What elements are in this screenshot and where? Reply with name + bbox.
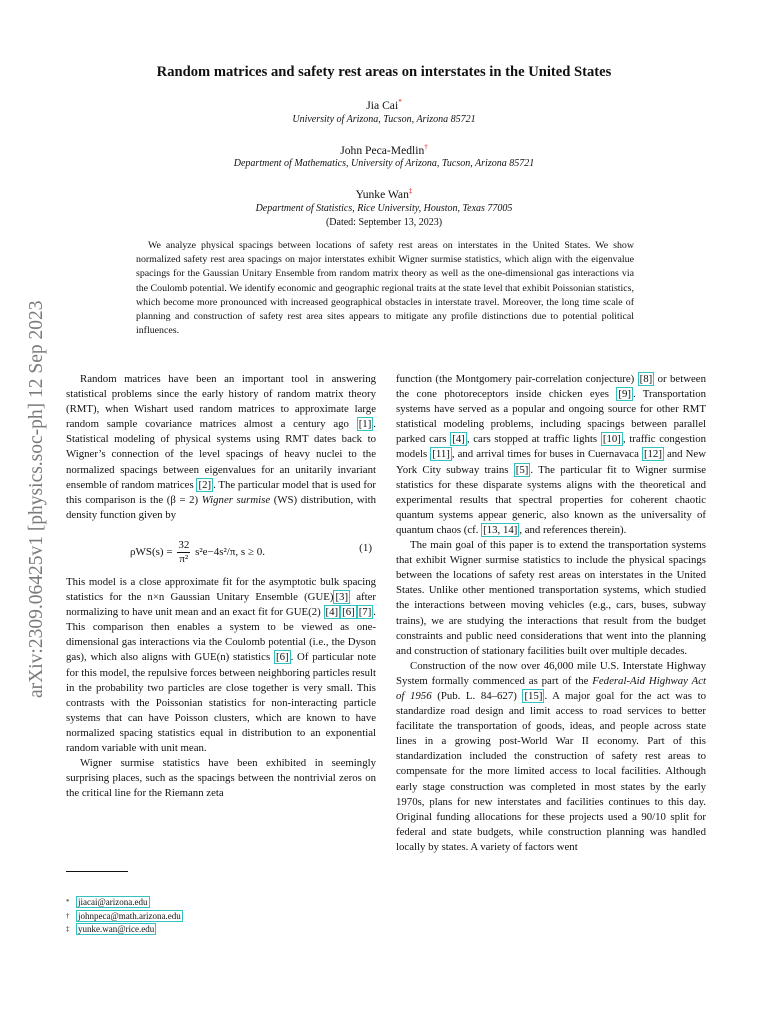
citation-link[interactable]: [9] [618,388,631,401]
paragraph: This model is a close approximate fit for the asymptotic bulk spacing statistics for the n×n Gaussian Unitary Ensemble (GUE) [3] after normalizing to have unit mean and an exact fit for GUE(2) [4] [6] [7] . This comparison then enables a system to be viewed as one-dimensional gas interactions via the Coulomb potential (i.e., the Dyson gas), which also aligns with GUE(n) statistics [6] . Of particular note for this model, the repulsive forces between neighboring particles result in the probability two particles are close together is very small. This contrasts with the Poissonian statistics for non-interacting particle systems that can have Poisson clusters, which are known to have normalized spacing statistics equal in distribution to an exponential random variable with unit mean. [66,575,377,754]
equation-rhs: s²e−4s²/π, s ≥ 0. [195,545,265,558]
paper-title: Random matrices and safety rest areas on interstates in the United States [156,64,612,80]
citation-link[interactable]: [6] [275,651,289,664]
citation-link[interactable]: [8] [639,373,653,385]
equation-1 [66,529,376,569]
left-column [66,372,376,801]
citation-link[interactable]: [3] [335,591,349,604]
author-name: John Peca-Medlin [340,143,425,157]
footnote-item: * jiacai@arizona.edu [66,897,148,907]
citation-link[interactable]: [6] [342,606,355,619]
footnote-rule [66,871,128,872]
paragraph: The main goal of this paper is to extend the transportation systems that exhibit Wigner surmise statistics to include the physical spacings between the locations of safety rest areas on interstates in the United States. Unlike other mentioned transportation systems, which studied the interactions between moving vehicles (e.g., cars, buses, subway trains), we are studying the interactions that result from the budget constraints and public need considerations that went into the planning and construction of stationary facilities built over multiple decades. [396,539,706,657]
footnotes [66,896,183,937]
dated-line: (Dated: September 13, 2023) [325,217,443,228]
right-column [396,372,706,855]
citation-link[interactable]: [12] [643,448,662,461]
email-link[interactable]: johnpeca@math.arizona.edu [78,910,181,921]
citation-link[interactable]: [10] [602,433,621,446]
footnote-item: † johnpeca@math.arizona.edu [66,910,181,921]
arxiv-stamp [20,240,48,700]
author-name: Yunke Wan [355,187,409,201]
affiliation-2: Department of Mathematics, University of Arizona, Tucson, Arizona 85721 [233,158,535,169]
footnote-mark[interactable]: † [424,143,428,151]
email-link[interactable]: yunke.wan@rice.edu [78,924,155,934]
paragraph: Random matrices have been an important tool in answering statistical problems since the early history of random matrix theory (RMT), when Wishart used random matrices to approximate large random sample covariance matrices almost a century ago [1] . Statistical modeling of physical systems using RMT dates back to Wigner’s connection of the level spacings of heavy nuclei to the normalized spacings between eigenvalues for an unitarily invariant ensemble of random matrices [2] . The particular model that is used for this comparison is the (β = 2) Wigner surmise (WS) distribution, with density function given by [66,373,377,521]
author-3 [0,187,768,201]
citation-link[interactable]: [15] [524,689,543,702]
citation-link[interactable]: [1] [358,418,372,431]
author-name: Jia Cai [366,98,399,112]
citation-link[interactable]: [4] [452,433,465,446]
citation-link[interactable]: [2] [198,478,212,491]
footnote-item: ‡ yunke.wan@rice.edu [66,924,155,934]
emphasis: Federal-Aid Highway Act of 1956 [396,674,706,702]
citation-link[interactable]: [11] [432,448,450,461]
equation-fraction: $\frac{32}{\text{π²}}$ [178,538,190,565]
citation-link[interactable]: [4] [325,606,339,619]
equation-number: (1) [359,541,372,554]
affiliation-3: Department of Statistics, Rice University, Houston, Texas 77005 [255,203,513,214]
arxiv-stamp-text: arXiv:2309.06425v1 [physics.soc-ph] 12 Sep 2023 [26,300,47,698]
citation-link[interactable]: [13, 14] [483,523,518,536]
footnote-mark[interactable]: * [398,98,402,106]
author-2 [0,143,768,157]
paragraph: Construction of the now over 46,000 mile U.S. Interstate Highway System formally commenced as part of the Federal-Aid Highway Act of 1956 (Pub. L. 84–627) [15] . A major goal for the act was to standardize road design and limit access to road services to better facilitate the transportation of goods, ideas, and people across state lines in a growing post-World War II economy. Part of this standardization included the construction of safety rest areas to compensate for the more limited access to local facilities. Although early stage construction was completed in most states by the early 1970s, plans for new interstates and facilities continues to this day. Original funding allocations for these projects used a 90/10 split for federal and state budgets, while construction planning was handled locally by states. A variety of factors went [396,659,706,853]
paragraph: Wigner surmise statistics have been exhibited in seemingly surprising places, such as the spacings between the nontrivial zeros on the critical line for the Riemann zeta [66,757,376,800]
citation-link[interactable]: [7] [358,606,372,619]
equation-lhs: ρWS(s) = [130,545,173,558]
emphasis: Wigner surmise [201,493,271,506]
abstract: We analyze physical spacings between locations of safety rest areas on interstates in the United States. We show normalized safety rest area spacings on major interstates exhibit Wigner surmise statistics, which align with the eigenvalue spacings for the Gaussian Unitary Ensemble from random matrix theory as well as the one-dimensional gas interactions via the Coulomb potential. We identify economic and geographic regional traits at the state level that exhibit Poissonian statistics, which become more pronounced with increased geographical obstacles in interstate travel. Moreover, the long time scale of planning and construction of safety rest area sites appears to mitigate any profile distinctions due to potential political influences. [136,240,634,337]
citation-link[interactable]: [5] [515,463,529,476]
affiliation-1: University of Arizona, Tucson, Arizona 85721 [292,114,476,125]
footnote-mark[interactable]: ‡ [408,187,413,195]
email-link[interactable]: jiacai@arizona.edu [78,897,148,907]
paragraph: function (the Montgomery pair-correlation conjecture) [8] or between the cone photoreceptors inside chicken eyes [9] . Transportation systems have served as a popular and ongoing source for other RMT statistical modeling problems, including spacings between parallel parked cars [4] , cars stopped at traffic lights [10] , traffic congestion models [11] , and arrival times for buses in Cuernavaca [12] and New York City subway trains [5] . The particular fit to Wigner surmise statistics for these disparate systems aligns with the theoretical and experimental results that spectral properties for coherent chaotic quantum systems appear generic, also known as the universality of quantum chaos (cf. [13, 14] , and references therein). [396,373,706,536]
author-1 [0,98,768,112]
